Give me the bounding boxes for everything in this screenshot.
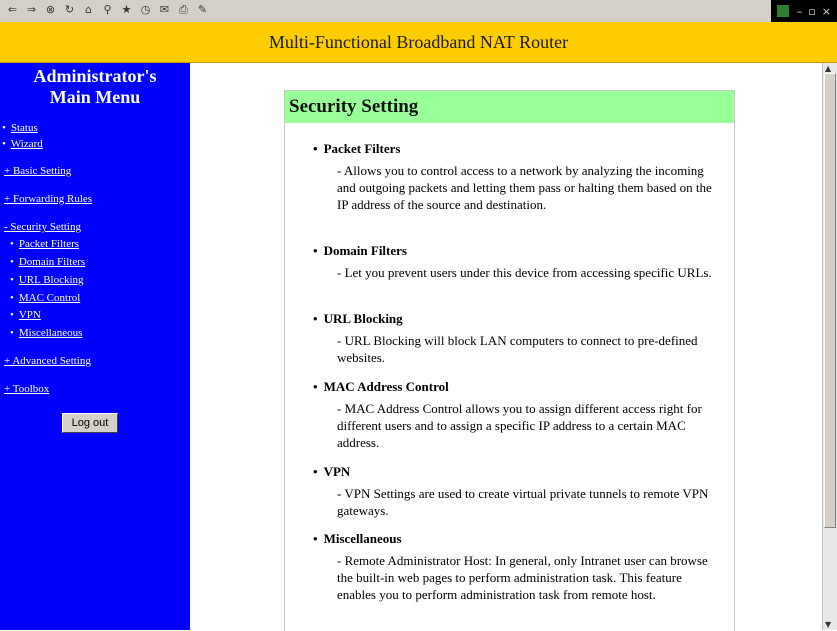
print-icon[interactable]: ⎙ bbox=[179, 3, 188, 16]
section-heading: • Packet Filters bbox=[313, 141, 401, 156]
minimize-icon[interactable]: – bbox=[796, 4, 803, 18]
section-url-blocking bbox=[313, 311, 713, 366]
sidebar-item-url-blocking[interactable]: • URL Blocking bbox=[10, 274, 84, 286]
section-packet-filters bbox=[313, 141, 713, 213]
security-setting-panel bbox=[284, 90, 735, 631]
section-body: - Let you prevent users under this device from accessing specific URLs. bbox=[337, 265, 712, 280]
section-heading: • Domain Filters bbox=[313, 243, 407, 258]
section-heading: • MAC Address Control bbox=[313, 379, 449, 394]
sidebar-item-domain-filters[interactable]: • Domain Filters bbox=[10, 256, 86, 268]
sidebar-item-packet-filters[interactable]: • Packet Filters bbox=[10, 238, 80, 250]
router-header bbox=[0, 22, 837, 63]
section-heading: • Miscellaneous bbox=[313, 531, 402, 546]
mail-icon[interactable]: ✉ bbox=[159, 3, 170, 16]
windows-logo-icon bbox=[777, 5, 789, 17]
section-body: - Remote Administrator Host: In general, only Intranet user can browse the built-in web pages to perform administration task. This feature enables you to perform administration task from remote host. bbox=[337, 553, 708, 602]
main-content bbox=[191, 63, 823, 630]
menu-title bbox=[0, 66, 190, 108]
history-icon[interactable]: ◷ bbox=[140, 3, 151, 16]
panel-title: Security Setting bbox=[285, 91, 734, 123]
sidebar-item-wizard[interactable]: • Wizard bbox=[2, 138, 43, 150]
section-heading: • URL Blocking bbox=[313, 311, 403, 326]
section-body: - URL Blocking will block LAN computers to connect to pre-defined websites. bbox=[337, 333, 698, 365]
browser-toolbar bbox=[0, 0, 837, 23]
logout-button[interactable]: Log out bbox=[62, 413, 118, 433]
sidebar-item-status[interactable]: • Status bbox=[2, 122, 38, 134]
restore-icon[interactable]: ▫ bbox=[808, 4, 816, 18]
section-heading: • VPN bbox=[313, 464, 351, 479]
section-mac-address-control bbox=[313, 379, 713, 451]
section-body: - VPN Settings are used to create virtual private tunnels to remote VPN gateways. bbox=[337, 486, 709, 518]
section-body: - Allows you to control access to a network by analyzing the incoming and outgoing packets and letting them pass or halting them based on the IP address of the source and destination. bbox=[337, 163, 712, 212]
close-icon[interactable]: × bbox=[821, 4, 831, 18]
edit-icon[interactable]: ✎ bbox=[197, 3, 208, 16]
sidebar-item-forwarding-rules[interactable]: + Forwarding Rules bbox=[4, 193, 93, 205]
refresh-icon[interactable]: ↻ bbox=[64, 3, 75, 16]
sidebar-item-mac-control[interactable]: • MAC Control bbox=[10, 292, 81, 304]
section-miscellaneous bbox=[313, 531, 713, 603]
back-icon[interactable]: ⇐ bbox=[7, 3, 18, 16]
scroll-up-icon[interactable]: ▲ bbox=[825, 64, 832, 73]
sidebar-item-miscellaneous[interactable]: • Miscellaneous bbox=[10, 327, 83, 339]
menu-title-line2: Main Menu bbox=[49, 87, 141, 107]
sidebar-item-toolbox[interactable]: + Toolbox bbox=[4, 383, 50, 395]
sidebar-item-vpn[interactable]: • VPN bbox=[10, 309, 41, 321]
section-vpn bbox=[313, 464, 713, 519]
sidebar-item-security-setting[interactable]: - Security Setting bbox=[4, 221, 81, 233]
window-controls bbox=[771, 0, 837, 22]
scrollbar-thumb[interactable] bbox=[824, 73, 836, 528]
favorites-icon[interactable]: ★ bbox=[121, 3, 132, 16]
scroll-down-icon[interactable]: ▼ bbox=[825, 620, 832, 629]
vertical-scrollbar[interactable] bbox=[822, 63, 837, 630]
section-domain-filters bbox=[313, 243, 713, 281]
sidebar-item-basic-setting[interactable]: + Basic Setting bbox=[4, 165, 72, 177]
forward-icon[interactable]: ⇒ bbox=[26, 3, 37, 16]
home-icon[interactable]: ⌂ bbox=[85, 3, 92, 16]
stop-icon[interactable]: ⊗ bbox=[45, 3, 56, 16]
sidebar-item-advanced-setting[interactable]: + Advanced Setting bbox=[4, 355, 91, 367]
menu-title-line1: Administrator's bbox=[33, 66, 157, 86]
page-title: Multi-Functional Broadband NAT Router bbox=[268, 31, 569, 52]
sidebar-menu bbox=[0, 63, 190, 630]
search-icon[interactable]: ⚲ bbox=[103, 3, 112, 16]
section-body: - MAC Address Control allows you to assign different access right for different users and to assign a specific IP address to a certain MAC address. bbox=[337, 401, 702, 450]
